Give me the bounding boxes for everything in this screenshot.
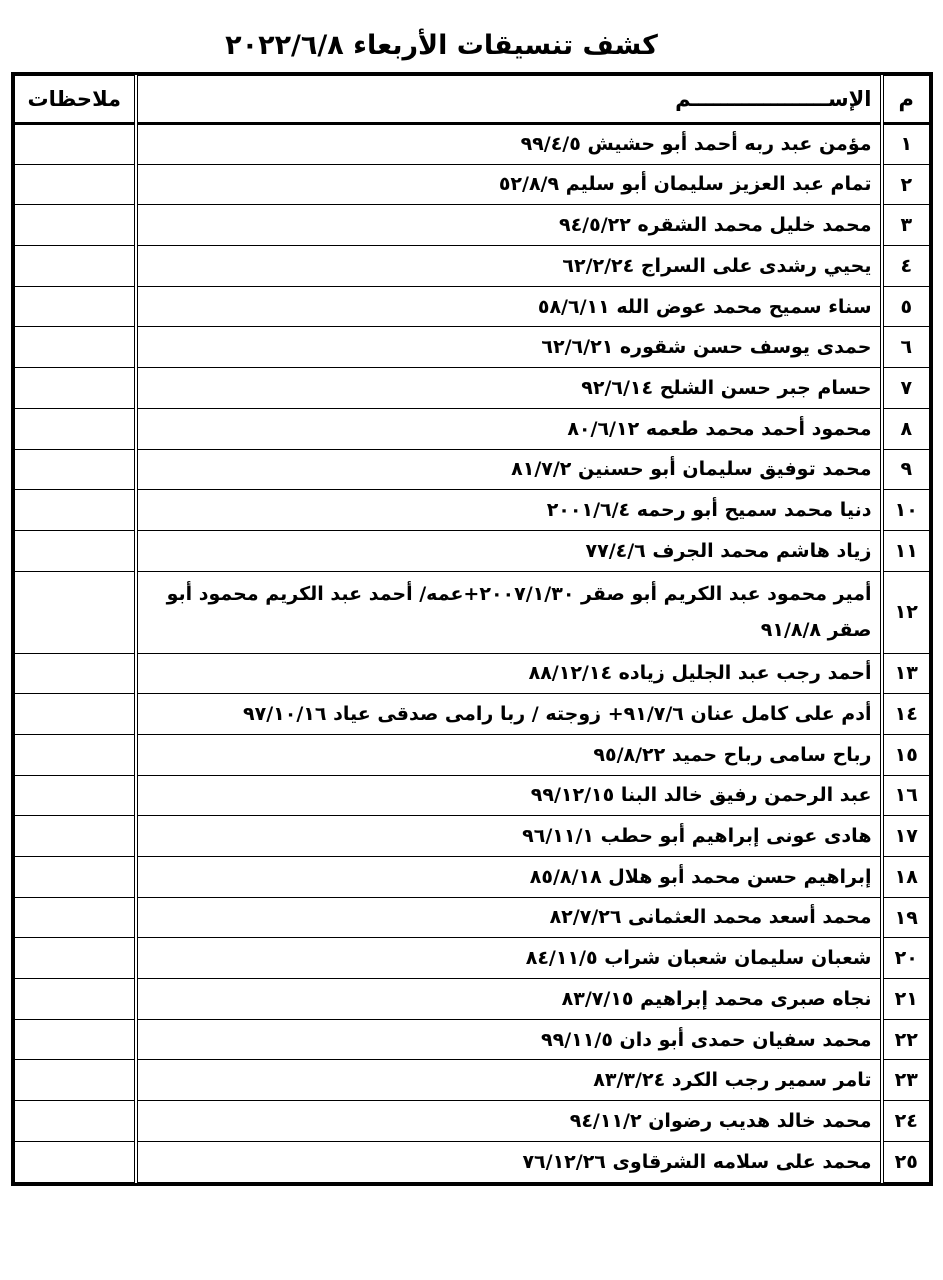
row-name: حمدى يوسف حسن شقوره ٦٢/٦/٢١ <box>136 327 882 368</box>
row-name: هادى عونى إبراهيم أبو حطب ٩٦/١١/١ <box>136 816 882 857</box>
row-number: ٢٥ <box>882 1141 930 1182</box>
row-number: ١٥ <box>882 734 930 775</box>
names-sheet <box>11 72 933 1186</box>
row-number: ١٠ <box>882 490 930 531</box>
row-name: تمام عبد العزيز سليمان أبو سليم ٥٢/٨/٩ <box>136 164 882 205</box>
row-name: يحيي رشدى على السراج ٦٢/٢/٢٤ <box>136 246 882 287</box>
row-name: دنيا محمد سميح أبو رحمه ٢٠٠١/٦/٤ <box>136 490 882 531</box>
table-row <box>15 653 930 694</box>
page-title: كشف تنسيقات الأربعاء ٢٠٢٢/٦/٨ <box>225 30 658 61</box>
row-notes <box>15 327 136 368</box>
row-number: ٧ <box>882 368 930 409</box>
names-table <box>14 75 930 1183</box>
row-notes <box>15 571 136 653</box>
table-row <box>15 897 930 938</box>
row-number: ١٩ <box>882 897 930 938</box>
table-row <box>15 1141 930 1182</box>
table-row <box>15 694 930 735</box>
row-name: محمود أحمد محمد طعمه ٨٠/٦/١٢ <box>136 408 882 449</box>
row-notes <box>15 938 136 979</box>
row-number: ١٨ <box>882 857 930 898</box>
row-notes <box>15 653 136 694</box>
row-notes <box>15 124 136 165</box>
row-name: عبد الرحمن رفيق خالد البنا ٩٩/١٢/١٥ <box>136 775 882 816</box>
row-number: ٢ <box>882 164 930 205</box>
row-name: أمير محمود عبد الكريم أبو صقر ٢٠٠٧/١/٣٠+عمه/ أحمد عبد الكريم محمود أبو صقر ٩١/٨/٨ <box>136 571 882 653</box>
row-number: ٤ <box>882 246 930 287</box>
row-notes <box>15 1101 136 1142</box>
row-notes <box>15 816 136 857</box>
row-name: محمد خالد هديب رضوان ٩٤/١١/٢ <box>136 1101 882 1142</box>
row-number: ٢٠ <box>882 938 930 979</box>
table-header-row <box>15 76 930 124</box>
table-row <box>15 816 930 857</box>
row-number: ٢١ <box>882 979 930 1020</box>
row-number: ١ <box>882 124 930 165</box>
row-number: ١٣ <box>882 653 930 694</box>
table-row <box>15 938 930 979</box>
row-name: نجاه صبرى محمد إبراهيم ٨٣/٧/١٥ <box>136 979 882 1020</box>
row-name: إبراهيم حسن محمد أبو هلال ٨٥/٨/١٨ <box>136 857 882 898</box>
row-notes <box>15 857 136 898</box>
row-number: ٢٣ <box>882 1060 930 1101</box>
row-name: زياد هاشم محمد الجرف ٧٧/٤/٦ <box>136 530 882 571</box>
row-notes <box>15 246 136 287</box>
row-notes <box>15 1141 136 1182</box>
table-row <box>15 124 930 165</box>
row-number: ٩ <box>882 449 930 490</box>
row-name: محمد سفيان حمدى أبو دان ٩٩/١١/٥ <box>136 1019 882 1060</box>
table-row <box>15 530 930 571</box>
row-number: ١٢ <box>882 571 930 653</box>
row-number: ٥ <box>882 286 930 327</box>
table-row <box>15 1060 930 1101</box>
row-number: ٢٢ <box>882 1019 930 1060</box>
row-number: ٢٤ <box>882 1101 930 1142</box>
table-row <box>15 775 930 816</box>
row-notes <box>15 408 136 449</box>
row-number: ٦ <box>882 327 930 368</box>
table-row <box>15 979 930 1020</box>
row-name: محمد توفيق سليمان أبو حسنين ٨١/٧/٢ <box>136 449 882 490</box>
row-name: سناء سميح محمد عوض الله ٥٨/٦/١١ <box>136 286 882 327</box>
row-notes <box>15 490 136 531</box>
row-notes <box>15 734 136 775</box>
row-name: أدم على كامل عنان ٩١/٧/٦+ زوجته / ربا رامى صدقى عياد ٩٧/١٠/١٦ <box>136 694 882 735</box>
row-notes <box>15 775 136 816</box>
row-name: تامر سمير رجب الكرد ٨٣/٣/٢٤ <box>136 1060 882 1101</box>
header-number: م <box>882 76 930 124</box>
row-number: ٨ <box>882 408 930 449</box>
header-name: الإســـــــــــــــــــم <box>136 76 882 124</box>
row-number: ١٧ <box>882 816 930 857</box>
row-notes <box>15 449 136 490</box>
row-notes <box>15 1019 136 1060</box>
row-name: حسام جبر حسن الشلح ٩٢/٦/١٤ <box>136 368 882 409</box>
row-number: ١١ <box>882 530 930 571</box>
row-name: محمد أسعد محمد العثمانى ٨٢/٧/٢٦ <box>136 897 882 938</box>
table-row <box>15 571 930 653</box>
row-notes <box>15 1060 136 1101</box>
row-name: شعبان سليمان شعبان شراب ٨٤/١١/٥ <box>136 938 882 979</box>
row-number: ١٦ <box>882 775 930 816</box>
table-row <box>15 246 930 287</box>
table-row <box>15 1019 930 1060</box>
table-row <box>15 857 930 898</box>
row-number: ١٤ <box>882 694 930 735</box>
header-notes: ملاحظات <box>15 76 136 124</box>
row-name: محمد على سلامه الشرقاوى ٧٦/١٢/٢٦ <box>136 1141 882 1182</box>
row-name: أحمد رجب عبد الجليل زياده ٨٨/١٢/١٤ <box>136 653 882 694</box>
table-row <box>15 1101 930 1142</box>
row-notes <box>15 979 136 1020</box>
table-row <box>15 164 930 205</box>
table-row <box>15 734 930 775</box>
table-row <box>15 286 930 327</box>
row-name: رباح سامى رباح حميد ٩٥/٨/٢٢ <box>136 734 882 775</box>
table-row <box>15 449 930 490</box>
table-row <box>15 408 930 449</box>
table-body <box>15 124 930 1183</box>
row-notes <box>15 286 136 327</box>
row-name: محمد خليل محمد الشقره ٩٤/٥/٢٢ <box>136 205 882 246</box>
row-notes <box>15 897 136 938</box>
row-notes <box>15 694 136 735</box>
row-notes <box>15 530 136 571</box>
row-name: مؤمن عبد ربه أحمد أبو حشيش ٩٩/٤/٥ <box>136 124 882 165</box>
table-row <box>15 490 930 531</box>
table-row <box>15 327 930 368</box>
row-notes <box>15 205 136 246</box>
row-notes <box>15 164 136 205</box>
row-number: ٣ <box>882 205 930 246</box>
row-notes <box>15 368 136 409</box>
table-row <box>15 205 930 246</box>
table-row <box>15 368 930 409</box>
